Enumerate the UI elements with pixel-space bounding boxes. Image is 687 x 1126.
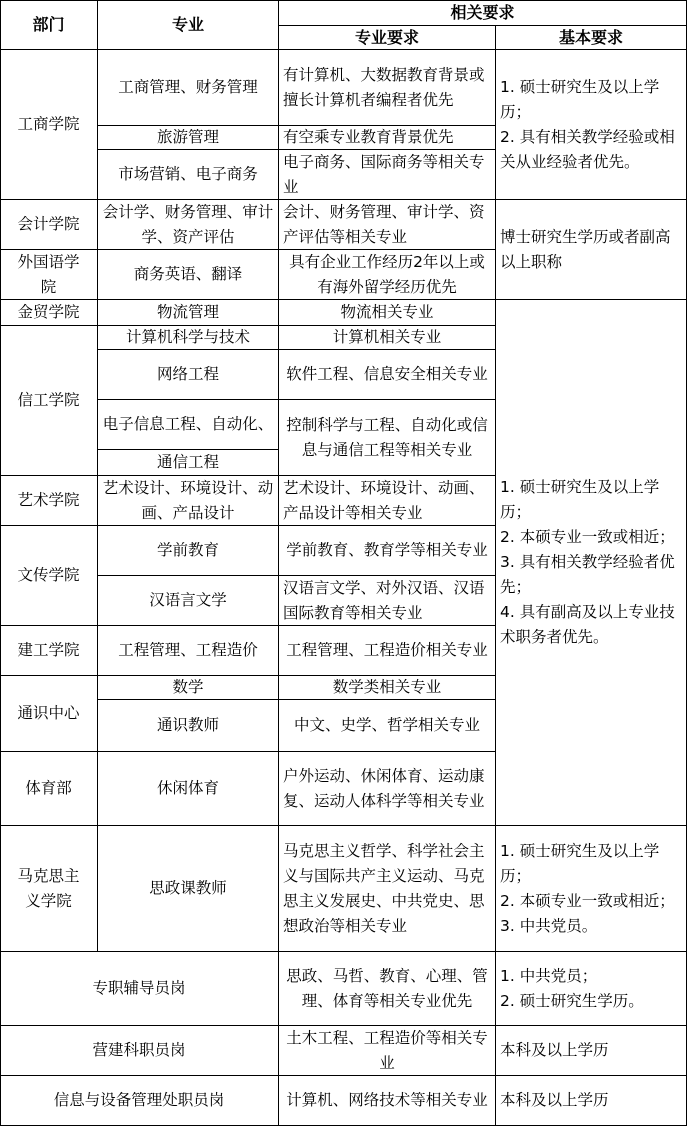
major-req-cell: 户外运动、休闲体育、运动康复、运动人体科学等相关专业 [279,752,496,826]
major-cell: 工商管理、财务管理 [98,50,279,126]
basic-req-cell: 1. 硕士研究生及以上学历； 2. 本硕专业一致或相近； 3. 具有相关教学经验者优先； 4. 具有副高及以上专业技术职务者优先。 [496,300,687,826]
dept-business: 工商学院 [0,50,98,200]
major-cell: 会计学、财务管理、审计学、资产评估 [98,200,279,250]
header-major: 专业 [98,0,279,50]
dept-media: 文传学院 [0,526,98,626]
major-req-cell: 计算机相关专业 [279,326,496,350]
major-req-cell: 数学类相关专业 [279,676,496,700]
major-cell: 艺术设计、环境设计、动画、产品设计 [98,476,279,526]
major-req-cell: 汉语言文学、对外汉语、汉语国际教育等相关专业 [279,576,496,626]
post-equipment-clerk: 信息与设备管理处职员岗 [0,1076,279,1126]
major-req-cell: 马克思主义哲学、科学社会主义与国际共产主义运动、马克思主义发展史、中共党史、思想政治等相关专业 [279,826,496,952]
major-cell: 思政课教师 [98,826,279,952]
major-cell: 旅游管理 [98,126,279,150]
header-related: 相关要求 [279,0,687,26]
major-req-cell: 思政、马哲、教育、心理、管理、体育等相关专业优先 [279,952,496,1026]
dept-foreign-languages: 外国语学院 [0,250,98,300]
major-req-cell: 艺术设计、环境设计、动画、产品设计等相关专业 [279,476,496,526]
post-counselor: 专职辅导员岗 [0,952,279,1026]
dept-marxism: 马克思主义学院 [0,826,98,952]
major-cell: 商务英语、翻译 [98,250,279,300]
major-req-cell: 土木工程、工程造价等相关专业 [279,1026,496,1076]
dept-art: 艺术学院 [0,476,98,526]
dept-general-education: 通识中心 [0,676,98,752]
dept-trade: 金贸学院 [0,300,98,326]
major-req-cell: 中文、史学、哲学相关专业 [279,700,496,752]
dept-physical-education: 体育部 [0,752,98,826]
dept-architecture: 建工学院 [0,626,98,676]
basic-req-cell: 1. 硕士研究生及以上学历； 2. 本硕专业一致或相近； 3. 中共党员。 [496,826,687,952]
basic-req-cell: 本科及以上学历 [496,1076,687,1126]
major-req-cell: 软件工程、信息安全相关专业 [279,350,496,400]
major-req-cell: 工程管理、工程造价相关专业 [279,626,496,676]
major-req-cell: 电子商务、国际商务等相关专业 [279,150,496,200]
major-cell: 电子信息工程、自动化、 [98,400,279,450]
major-cell: 学前教育 [98,526,279,576]
dept-accounting: 会计学院 [0,200,98,250]
major-cell: 汉语言文学 [98,576,279,626]
major-cell: 计算机科学与技术 [98,326,279,350]
major-req-cell: 物流相关专业 [279,300,496,326]
header-dept: 部门 [0,0,98,50]
major-req-cell: 具有企业工作经历2年以上或有海外留学经历优先 [279,250,496,300]
post-construction-clerk: 营建科职员岗 [0,1026,279,1076]
major-req-cell: 计算机、网络技术等相关专业 [279,1076,496,1126]
basic-req-cell: 1. 中共党员； 2. 硕士研究生学历。 [496,952,687,1026]
major-req-cell: 会计、财务管理、审计学、资产评估等相关专业 [279,200,496,250]
header-major-req: 专业要求 [279,26,496,50]
header-basic-req: 基本要求 [496,26,687,50]
major-cell: 工程管理、工程造价 [98,626,279,676]
basic-req-cell: 本科及以上学历 [496,1026,687,1076]
dept-info-engineering: 信工学院 [0,326,98,476]
major-cell: 休闲体育 [98,752,279,826]
major-req-cell: 控制科学与工程、自动化或信息与通信工程等相关专业 [279,400,496,476]
major-cell: 通识教师 [98,700,279,752]
major-req-cell: 有空乘专业教育背景优先 [279,126,496,150]
major-cell: 网络工程 [98,350,279,400]
major-cell: 市场营销、电子商务 [98,150,279,200]
basic-req-cell: 博士研究生学历或者副高以上职称 [496,200,687,300]
major-cell: 物流管理 [98,300,279,326]
major-req-cell: 学前教育、教育学等相关专业 [279,526,496,576]
major-req-cell: 有计算机、大数据教育背景或擅长计算机者编程者优先 [279,50,496,126]
basic-req-cell: 1. 硕士研究生及以上学历； 2. 具有相关教学经验或相关从业经验者优先。 [496,50,687,200]
major-cell: 通信工程 [98,450,279,476]
major-cell: 数学 [98,676,279,700]
